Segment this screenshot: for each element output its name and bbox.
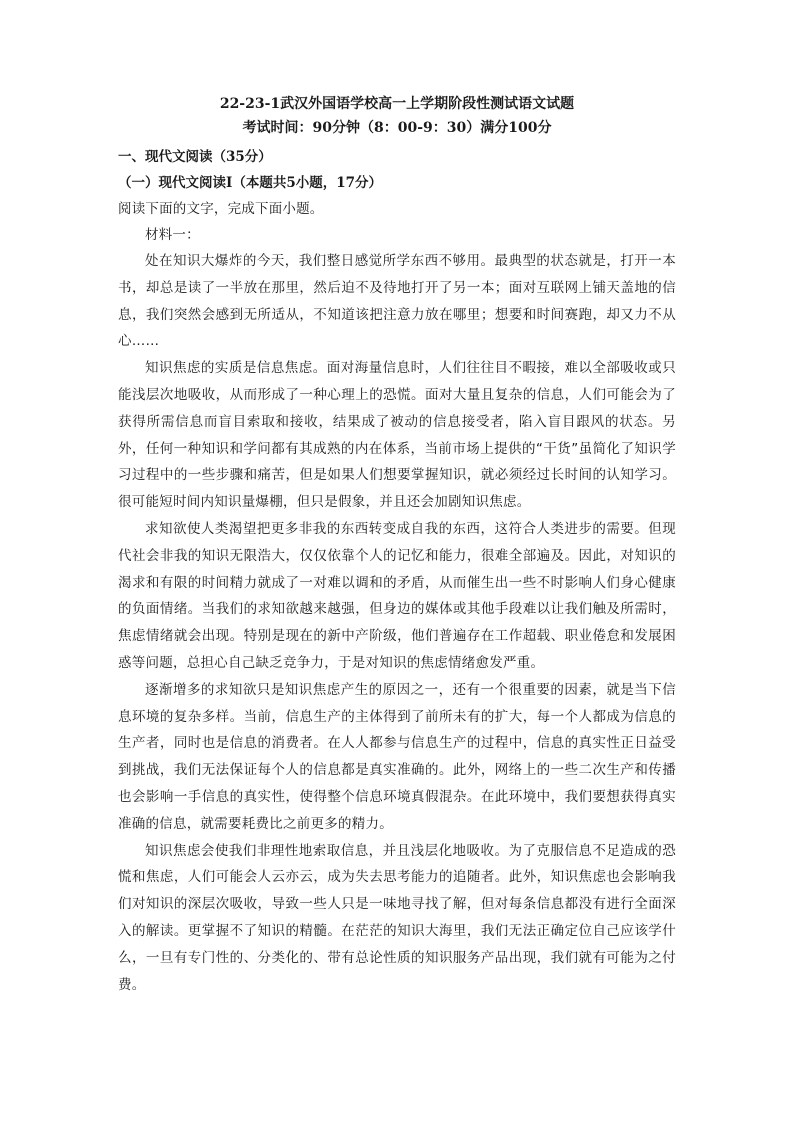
section-heading-1: 一、现代文阅读（35分） (118, 149, 272, 165)
paragraph-2: 知识焦虑的实质是信息焦虑。面对海量信息时，人们往往目不暇接，难以全部吸收或只能浅层次地吸收，从而形成了一种心理上的恐慌。面对大量且复杂的信息，人们可能会为了获得所需信息而盲目索取和接收，结果成了被动的信息接受者，陷入盲目跟风的状态。另外，任何一种知识和学问都有其成熟的内在体系，当前市场上提供的“干货”虽简化了知识学习过程中的一些步骤和痛苦，但是如果人们想要掌握知识，就必须经过长时间的认知学习。很可能短时间内知识量爆棚，但只是假象，并且还会加剧知识焦虑。 (118, 360, 676, 511)
material-label: 材料一： (145, 227, 200, 243)
exam-time-info: 考试时间：90分钟（8：00-9：30）满分100分 (242, 120, 552, 136)
paragraph-3: 求知欲使人类渴望把更多非我的东西转变成自我的东西，这符合人类进步的需要。但现代社会非我的知识无限浩大，仅仅依靠个人的记忆和能力，很难全部遍及。因此，对知识的渴求和有限的时间精力就成了一对难以调和的矛盾，从而催生出一些不时影响人们身心健康的负面情绪。当我们的求知欲越来越强，但身边的媒体或其他手段难以让我们触及所需时，焦虑情绪就会出现。特别是现在的新中产阶级，他们普遍存在工作超载、职业倦怠和发展困惑等问题，总担心自己缺乏竞争力，于是对知识的焦虑情绪愈发严重。 (118, 520, 676, 671)
exam-title: 22-23-1武汉外国语学校高一上学期阶段性测试语文试题 (219, 96, 575, 112)
paragraph-5: 知识焦虑会使我们非理性地索取信息，并且浅层化地吸收。为了克服信息不足造成的恐慌和焦虑，人们可能会人云亦云，成为失去思考能力的追随者。此外，知识焦虑也会影响我们对知识的深层次吸收，导致一些人只是一味地寻找了解，但对每条信息都没有进行全面深入的解读。更掌握不了知识的精髓。在茫茫的知识大海里，我们无法正确定位自己应该学什么，一旦有专门性的、分类化的、带有总论性质的知识服务产品出现，我们就有可能为之付费。 (118, 842, 676, 993)
section-heading-1-1: （一）现代文阅读Ⅰ（本题共5小题，17分） (118, 175, 382, 191)
paragraph-4: 逐渐增多的求知欲只是知识焦虑产生的原因之一，还有一个很重要的因素，就是当下信息环境的复杂多样。当前，信息生产的主体得到了前所未有的扩大，每一个人都成为信息的生产者，同时也是信息的消费者。在人人都参与信息生产的过程中，信息的真实性正日益受到挑战，我们无法保证每个人的信息都是真实准确的。此外，网络上的一些二次生产和传播也会影响一手信息的真实性，使得整个信息环境真假混杂。在此环境中，我们要想获得真实准确的信息，就需要耗费比之前更多的精力。 (118, 681, 676, 832)
reading-instruction: 阅读下面的文字，完成下面小题。 (118, 201, 324, 217)
paragraph-1: 处在知识大爆炸的今天，我们整日感觉所学东西不够用。最典型的状态就是，打开一本书，却总是读了一半放在那里，然后迫不及待地打开了另一本；面对互联网上铺天盖地的信息，我们突然会感到无所适从，不知道该把注意力放在哪里；想要和时间赛跑，却又力不从心…… (118, 253, 676, 350)
